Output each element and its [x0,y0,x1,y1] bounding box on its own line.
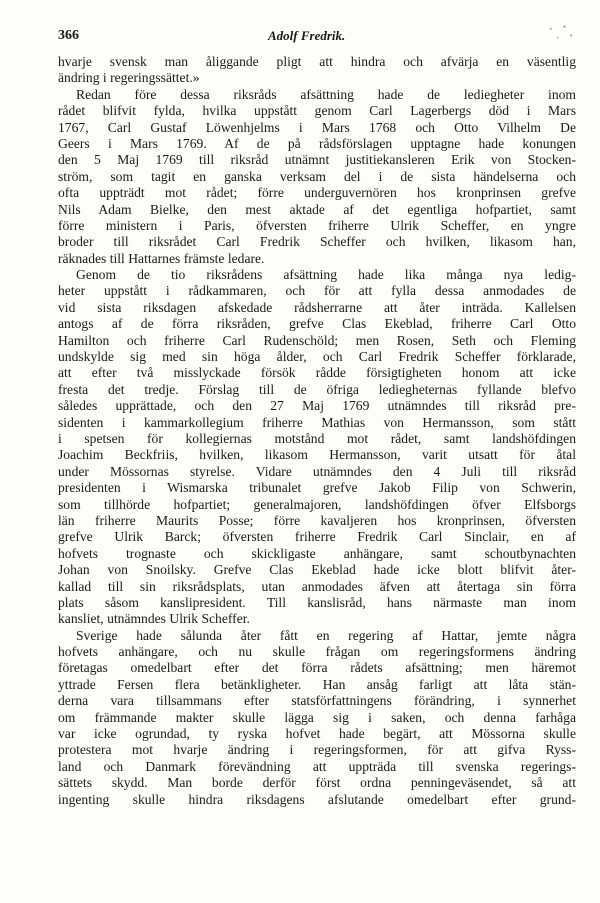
text-line: hvarje svensk man åliggande pligt att hindra och afvärja en väsentlig [58,54,576,69]
text-line: Johan von Snoilsky. Grefve Clas Ekeblad hade icke blott blifvit åter- [58,562,576,578]
text-line: ström, som tagit en ganska verksam del i de sista händelserna och [58,168,576,184]
running-head: Adolf Fredrik. [268,28,346,43]
text-line: hofvets trognaste och skickligaste anhängare, samt schoutbynachten [58,545,576,561]
text-line: 1767, Carl Gustaf Löwenhjelms i Mars 1768 och Otto Vilhelm De [58,119,576,135]
text-line: företagas omedelbart efter det förra rådets afsättning; men häremot [58,660,576,676]
body-text [58,54,576,808]
text-line: Joachim Beckfriis, hvilken, likasom Hermansson, varit utsatt för åtal [58,447,576,463]
text-line: län friherre Maurits Posse; förre kavaljeren hos kronprinsen, öfversten [58,512,576,528]
text-line: undskylde sig med sin höga ålder, och Carl Fredrik Scheffer förklarade, [58,349,576,365]
text-line: sidenten i kammarkollegium friherre Mathias von Hermansson, som stått [58,414,576,430]
text-line: Sverige hade sålunda åter fått en regering af Hattar, jemte några [76,627,576,643]
page-header [58,28,578,50]
text-line: Redan före dessa riksråds afsättning hade de lediegheter inom [76,86,576,102]
text-line: förre ministern i Paris, öfversten friherre Ulrik Scheffer, en yngre [58,217,576,233]
text-line: Genom de tio riksrådens afsättning hade lika många nya ledig- [76,267,576,283]
text-line: presidenten i Wismarska tribunalet grefve Jakob Filip von Schwerin, [58,480,576,496]
text-line: fresta det tredje. Förslag till de öfriga lediegheternas fyllande blefvo [58,381,576,397]
page-number: 366 [58,28,79,43]
text-line: att efter två misslyckade försök rådde försigtigheten honom att icke [58,365,576,381]
text-line: rådet blifvit fylda, hvilka uppstått genom Carl Lagerbergs död i Mars [58,103,576,119]
text-line: protestera mot hvarje ändring i regeringsformen, för att gifva Ryss- [58,742,576,758]
text-line: hofvets anhängare, och nu skulle frågan om regeringsformens ändring [58,644,576,660]
text-line: således upprättade, och den 27 Maj 1769 utnämndes till riksråd pre- [58,398,576,414]
text-line: som tillhörde hofpartiet; generalmajoren, landshöfdingen öfver Elfsborgs [58,496,576,512]
text-line: plats såsom kanslipresident. Till kanslisråd, hans närmaste man inom [58,594,576,610]
text-line: Nils Adam Bielke, den mest aktade af det egentliga hofpartiet, samt [58,201,576,217]
text-line: i spetsen för kollegiernas motstånd mot rådet, samt landshöfdingen [58,430,576,446]
text-line: grefve Ulrik Barck; öfversten friherre Fredrik Carl Sinclair, en af [58,529,576,545]
text-line: kansliet, utnämndes Ulrik Scheffer. [58,611,250,627]
text-line: broder till riksrådet Carl Fredrik Scheffer och hvilken, likasom han, [58,234,576,250]
text-line: vid sista riksdagen afskedade rådsherrarne att åter inträda. Kallelsen [58,299,576,315]
text-line: ofta uppträdt mot rådet; förre underguvernören hos kronprinsen grefve [58,185,576,201]
text-line: under Mössornas styrelse. Vidare utnämndes den 4 Juli till riksråd [58,463,576,479]
text-line: derna vara tillsammans efter statsförfattningens förändring, i synnerhet [58,693,576,709]
text-line: om främmande makter skulle lägga sig i saken, och denna farhåga [58,709,576,725]
text-line: den 5 Maj 1769 till riksråd utnämnt justitiekansleren Erik von Stocken- [58,152,576,168]
scan-speckle [544,20,578,42]
text-line: var icke ogrundad, ty ryska hofvet hade begärt, att Mössorna skulle [58,726,576,742]
text-line: ingenting skulle hindra riksdagens afslutande omedelbart efter grund- [58,791,576,807]
text-line: heter uppstått i rådkammaren, och för att fylla dessa anmodades de [58,283,576,299]
text-line: Geers i Mars 1769. Af de på rådsförslagen upptagne hade konungen [58,135,576,151]
text-line: sättets skydd. Man borde derför först ordna penningeväsendet, så att [58,775,576,791]
text-line: räknades till Hattarnes främste ledare. [58,250,265,266]
text-line: land och Danmark förevändning att uppträda till svenska regerings- [58,758,576,774]
text-line: ändring i regeringssättet.» [58,70,200,86]
text-line: antogs af de förra riksråden, grefve Clas Ekeblad, friherre Carl Otto [58,316,576,332]
text-line: yttrade Fersen flera betänkligheter. Han ansåg farligt att låta stän- [58,676,576,692]
text-line: Hamilton och friherre Carl Rudenschöld; men Rosen, Seth och Fleming [58,332,576,348]
text-line: kallad till sin riksrådsplats, utan anmodades äfven att återtaga sin förra [58,578,576,594]
